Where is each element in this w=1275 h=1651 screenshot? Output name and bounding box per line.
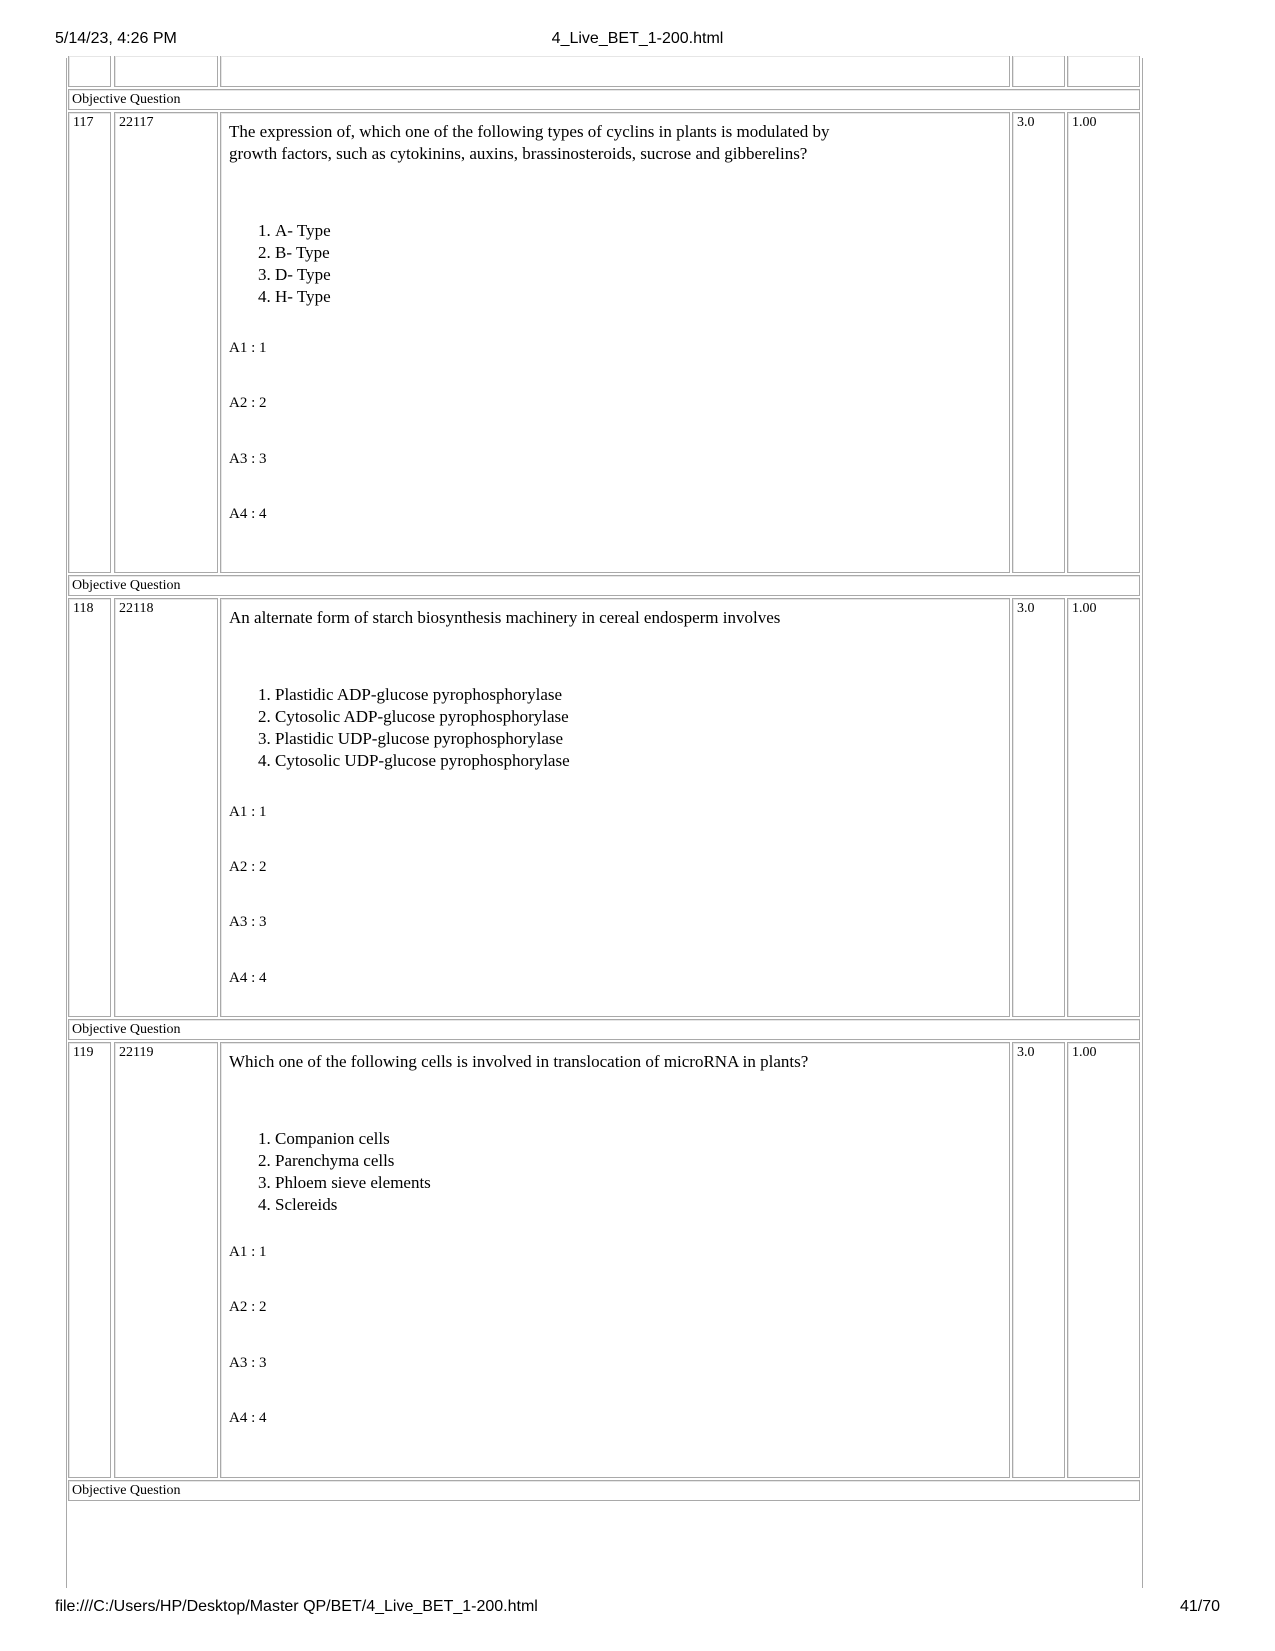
prev-negative-cell	[1067, 56, 1140, 87]
option-item: 4. H- Type	[275, 286, 1009, 308]
option-item: 1. Companion cells	[275, 1128, 1009, 1150]
option-item: 3. Phloem sieve elements	[275, 1172, 1009, 1194]
question-text: The expression of, which one of the following types of cyclins in plants is modulated by growth factors, such as cytokinins, auxins, brassinosteroids, sucrose and gibberelins?	[229, 122, 830, 163]
answer-line: A4 : 4	[229, 1410, 267, 1426]
print-doc-title: 4_Live_BET_1-200.html	[551, 30, 724, 47]
option-item: 2. Cytosolic ADP-glucose pyrophosphorylase	[275, 706, 1009, 728]
question-number: 119	[68, 1042, 111, 1478]
option-item: 1. Plastidic ADP-glucose pyrophosphorylase	[275, 684, 1009, 706]
option-item: 1. A- Type	[275, 220, 1009, 242]
question-number: 117	[68, 112, 111, 573]
question-cell	[220, 112, 1010, 573]
answer-line: A4 : 4	[229, 506, 267, 522]
answer-line: A1 : 1	[229, 804, 267, 820]
question-type-row: Objective Question	[68, 1019, 1140, 1040]
marks-cell: 3.0	[1012, 112, 1065, 573]
marks-cell: 3.0	[1012, 598, 1065, 1017]
marks-cell: 3.0	[1012, 1042, 1065, 1478]
options-list	[229, 1128, 1009, 1216]
negative-marks-cell: 1.00	[1067, 1042, 1140, 1478]
question-type-row: Objective Question	[68, 575, 1140, 596]
option-item: 2. B- Type	[275, 242, 1009, 264]
option-item: 4. Sclereids	[275, 1194, 1009, 1216]
options-list	[229, 220, 1009, 308]
question-id: 22118	[114, 598, 218, 1017]
question-id: 22119	[114, 1042, 218, 1478]
prev-number-cell	[68, 56, 111, 87]
question-id: 22117	[114, 112, 218, 573]
print-footer	[0, 1598, 1275, 1620]
answer-line: A1 : 1	[229, 1244, 267, 1260]
question-text: An alternate form of starch biosynthesis machinery in cereal endosperm involves	[229, 608, 781, 627]
question-cell	[220, 598, 1010, 1017]
print-page-number: 41/70	[1179, 1598, 1220, 1615]
question-text: Which one of the following cells is involved in translocation of microRNA in plants?	[229, 1052, 809, 1071]
options-list	[229, 684, 1009, 772]
answer-line: A3 : 3	[229, 1355, 267, 1371]
negative-marks-cell: 1.00	[1067, 598, 1140, 1017]
option-item: 2. Parenchyma cells	[275, 1150, 1009, 1172]
answer-line: A4 : 4	[229, 970, 267, 986]
answer-line: A2 : 2	[229, 1299, 267, 1315]
prev-id-cell	[114, 56, 218, 87]
question-cell	[220, 1042, 1010, 1478]
negative-marks-cell: 1.00	[1067, 112, 1140, 573]
prev-marks-cell	[1012, 56, 1065, 87]
answer-line: A3 : 3	[229, 914, 267, 930]
table-left-edge	[66, 58, 67, 1588]
question-type-row: Objective Question	[68, 89, 1140, 110]
option-item: 3. Plastidic UDP-glucose pyrophosphorylase	[275, 728, 1009, 750]
answer-line: A2 : 2	[229, 859, 267, 875]
option-item: 4. Cytosolic UDP-glucose pyrophosphorylase	[275, 750, 1009, 772]
answer-line: A3 : 3	[229, 451, 267, 467]
answer-line: A2 : 2	[229, 395, 267, 411]
question-type-row: Objective Question	[68, 1480, 1140, 1501]
answer-line: A1 : 1	[229, 340, 267, 356]
option-item: 3. D- Type	[275, 264, 1009, 286]
question-number: 118	[68, 598, 111, 1017]
prev-question-cell	[220, 56, 1010, 87]
print-file-path: file:///C:/Users/HP/Desktop/Master QP/BET/4_Live_BET_1-200.html	[55, 1598, 538, 1615]
print-datetime: 5/14/23, 4:26 PM	[55, 30, 177, 47]
table-right-edge	[1142, 58, 1143, 1588]
